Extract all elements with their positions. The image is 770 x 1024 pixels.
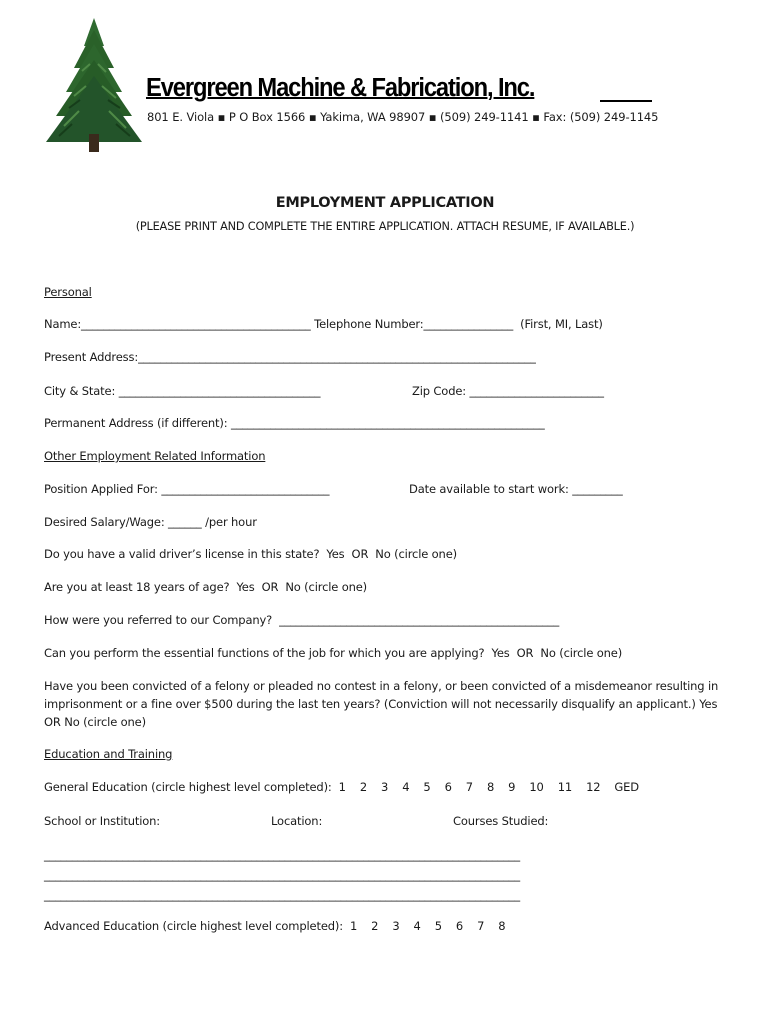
- position-field[interactable]: Position Applied For: ______________________________: [44, 482, 330, 496]
- section-heading-employment: Other Employment Related Information: [44, 449, 266, 463]
- name-field[interactable]: Name:_________________________________________ Telephone Number:________________ (First, MI, Last): [44, 317, 603, 331]
- column-location: Location:: [271, 814, 323, 828]
- company-address: 801 E. Viola ▪ P O Box 1566 ▪ Yakima, WA 98907 ▪ (509) 249-1141 ▪ Fax: (509) 249-1145: [147, 110, 659, 124]
- salary-field[interactable]: Desired Salary/Wage: ______ /per hour: [44, 515, 257, 529]
- evergreen-tree-icon: [44, 16, 144, 154]
- permanent-address-field[interactable]: Permanent Address (if different): ________________________________________________________: [44, 416, 545, 430]
- referral-field[interactable]: How were you referred to our Company? __________________________________________________: [44, 613, 560, 627]
- age-question[interactable]: Are you at least 18 years of age? Yes OR No (circle one): [44, 580, 367, 594]
- form-title: EMPLOYMENT APPLICATION: [275, 195, 495, 211]
- section-heading-personal: Personal: [44, 285, 92, 299]
- company-name: Evergreen Machine & Fabrication, Inc.: [146, 74, 535, 102]
- advanced-education-question[interactable]: Advanced Education (circle highest level completed): 1 2 3 4 5 6 7 8: [44, 919, 506, 933]
- column-school: School or Institution:: [44, 814, 161, 828]
- zip-code-field[interactable]: Zip Code: ________________________: [412, 384, 604, 398]
- present-address-field[interactable]: Present Address:_______________________________________________________________________: [44, 350, 536, 364]
- tree-trunk: [89, 134, 99, 152]
- education-blank-line-2[interactable]: _____________________________________________________________________________________: [44, 868, 521, 882]
- general-education-question[interactable]: General Education (circle highest level completed): 1 2 3 4 5 6 7 8 9 10 11 12 GED: [44, 780, 640, 794]
- city-state-field[interactable]: City & State: ____________________________________: [44, 384, 321, 398]
- section-heading-education: Education and Training: [44, 747, 173, 761]
- column-courses: Courses Studied:: [453, 814, 549, 828]
- company-name-underline: [600, 100, 652, 102]
- education-blank-line-3[interactable]: _____________________________________________________________________________________: [44, 888, 521, 902]
- felony-question[interactable]: Have you been convicted of a felony or pleaded no contest in a felony, or been convicted of a misdemeanor resulting in imprisonment or a fine over $500 during the last ten years? (Conviction will not necessarily disqualify an applicant.) Yes OR No (circle one): [44, 679, 719, 729]
- education-blank-line-1[interactable]: _____________________________________________________________________________________: [44, 848, 521, 862]
- license-question[interactable]: Do you have a valid driver’s license in this state? Yes OR No (circle one): [44, 547, 457, 561]
- tree-layer-5: [46, 76, 142, 142]
- date-available-field[interactable]: Date available to start work: _________: [409, 482, 623, 496]
- essential-functions-question[interactable]: Can you perform the essential functions of the job for which you are applying? Yes OR No (circle one): [44, 646, 623, 660]
- form-subtitle: (PLEASE PRINT AND COMPLETE THE ENTIRE APPLICATION. ATTACH RESUME, IF AVAILABLE.): [135, 220, 635, 233]
